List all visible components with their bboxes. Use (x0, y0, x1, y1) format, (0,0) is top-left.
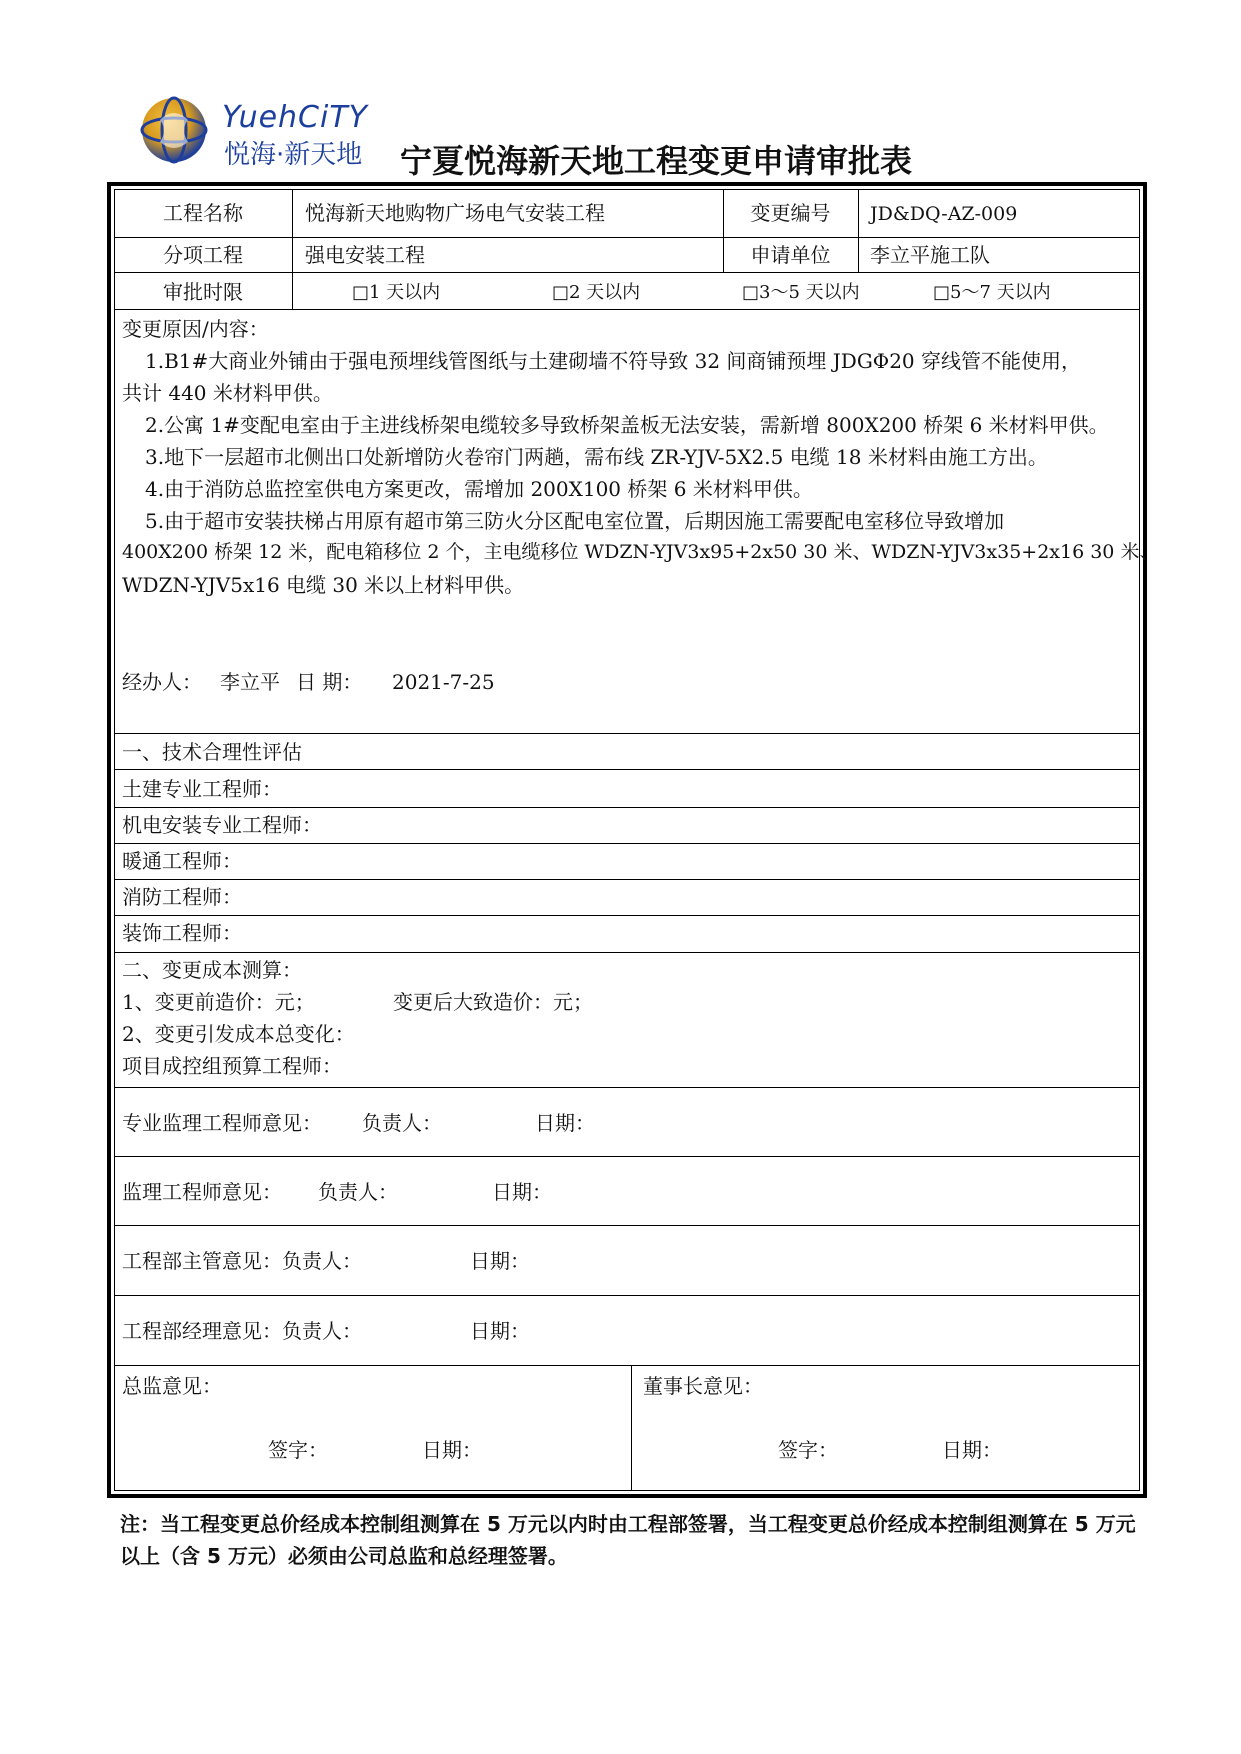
handler-label: 经办人： (122, 670, 202, 694)
cost-after: 变更后大致造价：元； (393, 990, 593, 1014)
hvac-engineer-field: 暖通工程师： (122, 849, 242, 873)
reason-line-3: 2.公寓 1#变配电室由于主进线桥架电缆较多导致桥架盖板无法安装，需新增 800X200 桥架 6 米材料甲供。 (145, 413, 1109, 437)
dept-manager-date: 日期： (470, 1249, 530, 1273)
specialist-supervisor-responsible: 负责人： (362, 1111, 442, 1135)
dept-head-date: 日期： (470, 1319, 530, 1343)
chairman-signature: 签字： (778, 1438, 838, 1462)
reason-line-1: 1.B1#大商业外铺由于强电预埋线管图纸与土建砌墙不符导致 32 间商铺预埋 JDGΦ20 穿线管不能使用， (145, 349, 1082, 373)
applicant-label: 申请单位 (750, 243, 831, 267)
cost-heading: 二、变更成本测算： (122, 958, 302, 982)
date-label: 日 期： (296, 670, 363, 694)
dept-head-opinion: 工程部经理意见：负责人： (122, 1319, 362, 1343)
logo-english-text: YuehCiTY (222, 100, 368, 135)
date-value: 2021-7-25 (392, 670, 495, 694)
change-no-value: JD&DQ-AZ-009 (870, 203, 1018, 225)
chief-supervisor-opinion: 总监意见： (122, 1374, 222, 1398)
deadline-option-4[interactable]: □5～7 天以内 (933, 282, 1051, 303)
deadline-label: 审批时限 (163, 280, 243, 304)
document-title: 宁夏悦海新天地工程变更申请审批表 (400, 142, 913, 180)
deadline-option-2[interactable]: □2 天以内 (552, 282, 641, 303)
deadline-option-3[interactable]: □3～5 天以内 (742, 282, 860, 303)
project-name-value: 悦海新天地购物广场电气安装工程 (305, 201, 605, 225)
reason-line-7: 400X200 桥架 12 米，配电箱移位 2 个，主电缆移位 WDZN-YJV3x95+2x50 30 米、WDZN-YJV3x35+2x16 30 米、 (122, 541, 1159, 563)
footnote: 注：当工程变更总价经成本控制组测算在 5 万元以内时由工程部签署，当工程变更总价经成本控制组测算在 5 万元以上（含 5 万元）必须由公司总监和总经理签署。 (120, 1512, 1136, 1568)
reason-line-2: 共计 440 米材料甲供。 (122, 381, 333, 405)
handler-value: 李立平 (220, 670, 280, 694)
civil-engineer-field: 土建专业工程师： (122, 777, 282, 801)
reason-line-4: 3.地下一层超市北侧出口处新增防火卷帘门两趟，需布线 ZR-YJV-5X2.5 电缆 18 米材料由施工方出。 (145, 445, 1048, 469)
supervisor-responsible: 负责人： (318, 1180, 398, 1204)
applicant-value: 李立平施工队 (870, 243, 990, 267)
cost-engineer: 项目成控组预算工程师： (122, 1054, 342, 1078)
supervisor-date: 日期： (492, 1180, 552, 1204)
sub-project-value: 强电安装工程 (305, 243, 425, 267)
dept-manager-opinion: 工程部主管意见：负责人： (122, 1249, 362, 1273)
reason-label: 变更原因/内容： (122, 317, 269, 341)
specialist-supervisor-opinion: 专业监理工程师意见： (122, 1111, 322, 1135)
reason-line-8: WDZN-YJV5x16 电缆 30 米以上材料甲供。 (122, 573, 525, 597)
logo-chinese-text: 悦海·新天地 (224, 140, 363, 170)
cost-before: 1、变更前造价：元； (122, 990, 315, 1014)
cost-total-change: 2、变更引发成本总变化： (122, 1022, 355, 1046)
chairman-date: 日期： (942, 1438, 1002, 1462)
project-name-label: 工程名称 (163, 201, 243, 225)
reason-line-6: 5.由于超市安装扶梯占用原有超市第三防火分区配电室位置，后期因施工需要配电室移位导致增加 (145, 509, 1005, 533)
change-no-label: 变更编号 (750, 201, 831, 225)
chief-supervisor-date: 日期： (422, 1438, 482, 1462)
deadline-option-1[interactable]: □1 天以内 (352, 282, 441, 303)
reason-line-5: 4.由于消防总监控室供电方案更改，需增加 200X100 桥架 6 米材料甲供。 (145, 477, 813, 501)
chairman-opinion: 董事长意见： (643, 1374, 763, 1398)
mep-engineer-field: 机电安装专业工程师： (122, 813, 322, 837)
supervisor-opinion: 监理工程师意见： (122, 1180, 282, 1204)
fire-engineer-field: 消防工程师： (122, 885, 242, 909)
globe-logo-icon (140, 96, 208, 164)
specialist-supervisor-date: 日期： (535, 1111, 595, 1135)
chief-supervisor-signature: 签字： (268, 1438, 328, 1462)
decor-engineer-field: 装饰工程师： (122, 921, 242, 945)
tech-heading: 一、技术合理性评估 (122, 740, 302, 764)
sub-project-label: 分项工程 (163, 243, 243, 267)
